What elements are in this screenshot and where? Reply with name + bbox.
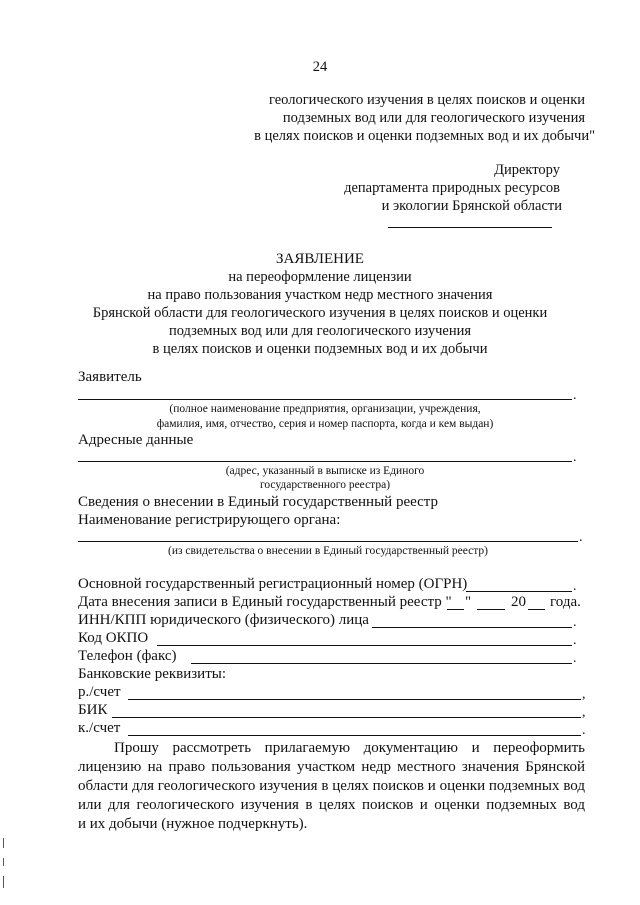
addressee-line-1: Директору [494,162,560,178]
subtitle-line-1: на переоформление лицензии [228,269,412,285]
document-title: ЗАЯВЛЕНИЕ [276,251,364,267]
ogrn-label: Основной государственный регистрационный номер (ОГРН) [78,576,468,592]
corr-account-input-line[interactable] [128,735,581,736]
header-line-3: в целях поисков и оценки подземных вод и их добычи" [254,128,595,144]
bank-details-label: Банковские реквизиты: [78,666,227,682]
address-hint-2: государственного реестра) [259,479,391,491]
bik-input-line[interactable] [112,717,581,718]
inn-kpp-input-line[interactable] [372,627,572,628]
bik-label: БИК [78,702,108,718]
addressee-signature-line[interactable] [388,227,552,228]
registry-date-year-suffix: года. [550,594,581,610]
phone-line-end: . [573,651,577,666]
scan-edge-mark [3,858,4,866]
page-number: 24 [312,59,328,75]
request-line-5: и их добычи (нужное подчеркнуть). [78,816,308,832]
request-line-3: области для геологического изучения в целях поисков и оценки подземных вод [78,778,585,794]
header-line-2: подземных вод или для геологического изучения [282,110,585,126]
address-line-end: . [573,450,577,465]
ogrn-line-end: . [573,579,577,594]
account-label: р./счет [78,684,121,700]
subtitle-line-5: в целях поисков и оценки подземных вод и их добычи [152,341,488,357]
okpo-input-line[interactable] [157,645,572,646]
scan-edge-mark [3,876,4,888]
registry-hint: (из свидетельства о внесении в Единый государственный реестр) [168,545,488,557]
registry-authority-input-line[interactable] [78,541,578,542]
request-line-4: или для геологического изучения в целях поисков и оценки подземных вод [78,797,585,813]
registry-authority-label: Наименование регистрирующего органа: [78,512,341,528]
corr-account-label: к./счет [78,720,121,736]
registry-date-quote: " [465,594,472,610]
address-label: Адресные данные [78,432,194,448]
registry-date-year-line[interactable] [528,609,545,610]
applicant-hint-2: фамилия, имя, отчество, серия и номер паспорта, когда и кем выдан) [156,418,494,430]
request-line-2: лицензию на право пользования участком недр местного значения Брянской [78,759,585,775]
address-input-line[interactable] [78,461,572,462]
subtitle-line-2: на право пользования участком недр местного значения [147,287,493,303]
applicant-hint-1: (полное наименование предприятия, организации, учреждения, [169,403,481,415]
account-input-line[interactable] [128,699,581,700]
address-hint-1: (адрес, указанный в выписке из Единого [225,465,425,477]
header-line-1: геологического изучения в целях поисков и оценки [268,92,585,108]
registry-info-label: Сведения о внесении в Единый государственный реестр [78,494,439,510]
bik-line-end: , [582,705,586,720]
request-line-1: Прошу рассмотреть прилагаемую документацию и переоформить [114,740,585,756]
phone-label: Телефон (факс) [78,648,177,664]
applicant-label: Заявитель [78,369,142,385]
inn-kpp-line-end: . [573,615,577,630]
registry-date-label: Дата внесения записи в Единый государственный реестр " [78,594,452,610]
subtitle-line-3: Брянской области для геологического изучения в целях поисков и оценки [92,305,548,321]
ogrn-input-line[interactable] [466,591,572,592]
phone-input-line[interactable] [191,663,572,664]
inn-kpp-label: ИНН/КПП юридического (физического) лица [78,612,369,628]
okpo-line-end: . [573,633,577,648]
addressee-line-2: департамента природных ресурсов [344,180,560,196]
applicant-line-end: . [573,388,577,403]
applicant-input-line[interactable] [78,399,572,400]
registry-date-month-line[interactable] [477,609,505,610]
account-line-end: , [582,687,586,702]
registry-date-year-prefix: 20 [511,594,526,610]
okpo-label: Код ОКПО [78,630,149,646]
scan-edge-mark [3,838,4,848]
corr-account-line-end: . [582,723,586,738]
addressee-line-3: и экологии Брянской области [381,198,562,214]
subtitle-line-4: подземных вод или для геологического изучения [168,323,472,339]
registry-line-end: . [579,530,583,545]
registry-date-day-line[interactable] [447,609,464,610]
request-paragraph [78,739,585,834]
